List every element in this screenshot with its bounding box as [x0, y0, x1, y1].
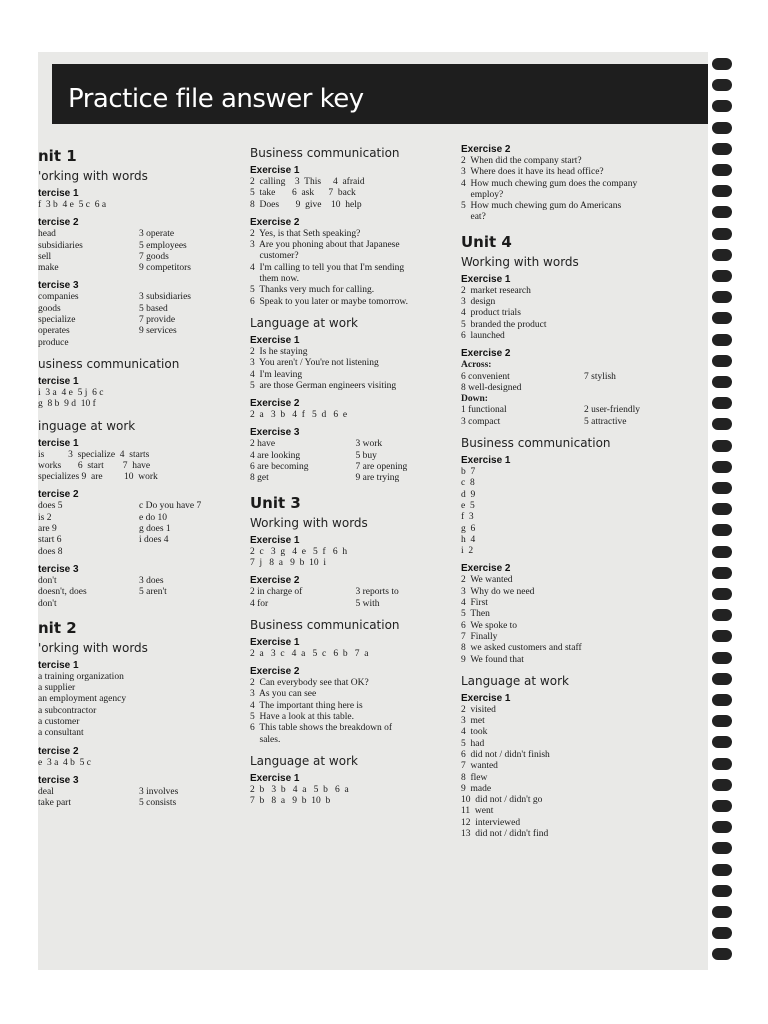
spiral-coil: [712, 630, 732, 642]
section-heading: Business communication: [250, 617, 400, 632]
answer-item: 9 services: [139, 326, 177, 337]
section-heading: Working with words: [461, 254, 579, 269]
answer-line: 5 Thanks very much for calling.: [250, 285, 375, 296]
answer-line: g 8 b 9 d 10 f: [38, 399, 96, 410]
answer-item: 5 aren't: [139, 587, 167, 598]
answer-line: d 9: [461, 489, 476, 500]
exercise-block: [38, 280, 234, 348]
spiral-coil: [712, 567, 732, 579]
section-heading: Business communication: [250, 146, 400, 160]
answer-item: 5 employees: [139, 240, 187, 251]
exercise-label: tercise 2: [38, 217, 79, 229]
spiral-coil: [712, 312, 732, 324]
section-block: [250, 146, 455, 308]
answer-line: specializes 9 are 10 work: [38, 472, 158, 483]
exercise-label: Exercise 2: [250, 216, 300, 228]
answer-item: 5 consists: [139, 798, 177, 809]
answer-grid: [250, 587, 455, 610]
exercise-block: [38, 438, 234, 484]
answer-line: 10 did not / didn't go: [461, 795, 543, 806]
answer-line: 6 launched: [461, 330, 505, 341]
answer-line: customer?: [250, 251, 299, 262]
column-right: [461, 144, 701, 850]
answer-line: 5 Have a look at this table.: [250, 712, 354, 723]
answer-line: a customer: [38, 717, 80, 728]
exercise-label: Exercise 1: [250, 334, 300, 346]
answer-line: 3 Where does it have its head office?: [461, 167, 604, 178]
section-block: [38, 169, 234, 349]
answer-grid: [461, 372, 701, 395]
unit-block: [461, 234, 701, 841]
spiral-coil: [712, 927, 732, 939]
answer-line: 5 How much chewing gum do Americans: [461, 201, 622, 212]
section-heading: usiness communication: [38, 356, 180, 371]
spiral-coil: [712, 206, 732, 218]
answer-line: 5 had: [461, 738, 485, 749]
answer-item: 6 convenient: [461, 371, 510, 382]
answer-line: 2 visited: [461, 704, 496, 715]
answer-line: a supplier: [38, 683, 76, 694]
spiral-coil: [712, 503, 732, 515]
answer-item: companies: [38, 292, 79, 303]
answer-item: deal: [38, 786, 54, 797]
answer-item: c Do you have 7: [139, 501, 202, 512]
unit-block: [250, 495, 455, 808]
answer-item: 6 are becoming: [250, 462, 309, 473]
unit-block: [461, 144, 701, 224]
answer-line: 6 This table shows the breakdown of: [250, 723, 393, 734]
exercise-label: Exercise 2: [250, 666, 300, 678]
answer-line: 12 interviewed: [461, 817, 521, 828]
answer-line: b 7: [461, 467, 476, 478]
section-heading: Language at work: [250, 753, 358, 768]
answer-item: 7 are opening: [355, 462, 408, 473]
exercise-label: Exercise 1: [250, 165, 300, 176]
answer-item: make: [38, 263, 59, 274]
answer-item: subsidiaries: [38, 240, 83, 251]
answer-item: 9 are trying: [355, 473, 400, 484]
exercise-label: tercise 1: [38, 188, 79, 199]
exercise-block: [38, 775, 234, 810]
answer-line: a consultant: [38, 728, 84, 739]
spiral-coil: [712, 355, 732, 367]
answer-line: 8 Does 9 give 10 help: [250, 199, 362, 210]
answer-grid: [461, 405, 701, 428]
spiral-coil: [712, 885, 732, 897]
answer-item: goods: [38, 303, 61, 314]
exercise-label: tercise 1: [38, 375, 79, 387]
exercise-block: [461, 274, 701, 342]
spiral-coil: [712, 270, 732, 282]
answer-item: produce: [38, 337, 69, 348]
exercise-label: Exercise 1: [461, 692, 511, 704]
answer-key-page: [38, 52, 708, 970]
section-block: [38, 357, 234, 411]
answer-line: is 3 specialize 4 starts: [38, 449, 150, 460]
answer-line: 4 The important thing here is: [250, 700, 363, 711]
answer-line: 7 b 8 a 9 b 10 b: [250, 796, 331, 807]
section-block: [38, 419, 234, 610]
exercise-label: Exercise 1: [461, 273, 511, 285]
section-block: [461, 436, 701, 666]
answer-item: 7 provide: [139, 315, 176, 326]
exercise-label: Exercise 1: [250, 772, 300, 784]
section-block: [461, 144, 701, 224]
answer-item: 7 goods: [139, 251, 169, 262]
answer-item: g does 1: [139, 524, 171, 535]
unit-heading: Unit 4: [461, 232, 512, 251]
answer-line: 6 We spoke to: [461, 620, 518, 631]
exercise-block: [461, 563, 701, 665]
answer-line: g 6: [461, 523, 476, 534]
spiral-coil: [712, 397, 732, 409]
answer-grid: [38, 292, 234, 348]
answer-item: e do 10: [139, 512, 167, 523]
answer-item: specialize: [38, 315, 76, 326]
answer-line: 2 Yes, is that Seth speaking?: [250, 228, 361, 239]
answer-line: i 3 a 4 e 5 j 6 c: [38, 387, 104, 398]
spiral-coil: [712, 906, 732, 918]
spiral-coil: [712, 736, 732, 748]
answer-item: operates: [38, 326, 70, 337]
spiral-coil: [712, 715, 732, 727]
spiral-coil: [712, 652, 732, 664]
answer-line: 8 we asked customers and staff: [461, 643, 582, 654]
answer-line: 6 did not / didn't finish: [461, 749, 550, 760]
answer-item: 3 does: [139, 575, 164, 586]
answer-sublabel: Down:: [461, 394, 488, 405]
section-heading: Business communication: [461, 436, 611, 451]
answer-item: 1 functional: [461, 405, 507, 416]
spiral-coil: [712, 779, 732, 791]
answer-line: 2 b 3 b 4 a 5 b 6 a: [250, 784, 349, 795]
answer-line: e 3 a 4 b 5 c: [38, 757, 92, 768]
section-heading: inguage at work: [38, 418, 136, 433]
section-block: [461, 674, 701, 841]
exercise-label: Exercise 1: [250, 534, 300, 546]
answer-item: 3 operate: [139, 229, 175, 240]
section-heading: Working with words: [250, 515, 368, 530]
answer-line: 11 went: [461, 806, 494, 817]
spiral-coil: [712, 821, 732, 833]
answer-item: doesn't, does: [38, 587, 87, 598]
unit-heading: nit 1: [38, 147, 77, 165]
answer-line: 3 met: [461, 716, 485, 727]
spiral-coil: [712, 948, 732, 960]
answer-line: an employment agency: [38, 694, 127, 705]
exercise-block: [38, 660, 234, 740]
answer-item: 8 well-designed: [461, 382, 522, 393]
column-left: [38, 148, 234, 820]
answer-line: 2 a 3 b 4 f 5 d 6 e: [250, 410, 348, 421]
page-title: Practice file answer key: [54, 78, 372, 118]
answer-line: 4 took: [461, 727, 488, 738]
answer-item: take part: [38, 798, 71, 809]
spiral-coil: [712, 100, 732, 112]
section-block: [250, 754, 455, 808]
spiral-coil: [712, 143, 732, 155]
answer-item: 4 are looking: [250, 450, 301, 461]
exercise-label: tercise 3: [38, 774, 79, 786]
answer-line: 6 Speak to you later or maybe tomorrow.: [250, 296, 408, 307]
spiral-coil: [712, 79, 732, 91]
answer-item: 3 reports to: [355, 587, 399, 598]
answer-line: 8 flew: [461, 772, 488, 783]
answer-item: [139, 547, 234, 558]
exercise-block: [250, 666, 455, 746]
spiral-coil: [712, 58, 732, 70]
answer-item: [139, 338, 234, 349]
exercise-label: Exercise 2: [461, 144, 511, 155]
answer-line: 7 j 8 a 9 b 10 i: [250, 557, 326, 568]
answer-item: 3 subsidiaries: [139, 292, 191, 303]
answer-line: works 6 start 7 have: [38, 460, 151, 471]
spiral-binding: [712, 52, 734, 972]
spiral-coil: [712, 694, 732, 706]
answer-grid: [38, 229, 234, 274]
answer-line: 2 market research: [461, 285, 531, 296]
exercise-label: Exercise 2: [461, 563, 511, 575]
section-heading: 'orking with words: [38, 169, 148, 183]
spiral-coil: [712, 482, 732, 494]
exercise-block: [250, 335, 455, 392]
exercise-block: [38, 746, 234, 769]
answer-grid: [38, 787, 234, 810]
answer-line: 7 wanted: [461, 761, 498, 772]
exercise-block: [461, 693, 701, 841]
exercise-block: [38, 188, 234, 211]
answer-line: 3 design: [461, 297, 496, 308]
answer-item: 2 have: [250, 439, 276, 450]
unit-heading: nit 2: [38, 618, 77, 637]
answer-line: employ?: [461, 189, 504, 200]
section-block: [38, 641, 234, 810]
exercise-label: Exercise 1: [250, 636, 300, 648]
unit-block: [38, 620, 234, 810]
exercise-label: tercise 3: [38, 563, 79, 575]
spiral-coil: [712, 164, 732, 176]
answer-line: 3 As you can see: [250, 689, 317, 700]
spiral-coil: [712, 609, 732, 621]
answer-line: 5 take 6 ask 7 back: [250, 188, 356, 199]
exercise-label: Exercise 1: [461, 455, 511, 467]
answer-item: 9 competitors: [139, 263, 191, 274]
exercise-block: [250, 773, 455, 808]
spiral-coil: [712, 418, 732, 430]
answer-line: them now.: [250, 274, 299, 285]
answer-line: 4 How much chewing gum does the company: [461, 178, 638, 189]
answer-line: c 8: [461, 478, 475, 489]
section-block: [250, 516, 455, 610]
answer-grid: [38, 576, 234, 610]
answer-item: 8 get: [250, 473, 269, 484]
answer-sublabel: Across:: [461, 360, 492, 371]
answer-line: e 5: [461, 500, 475, 511]
answer-line: 3 You aren't / You're not listening: [250, 358, 379, 369]
answer-item: 3 work: [355, 439, 383, 450]
answer-item: don't: [38, 575, 57, 586]
answer-line: h 4: [461, 534, 476, 545]
exercise-block: [250, 535, 455, 570]
exercise-block: [38, 564, 234, 610]
answer-item: 5 with: [355, 598, 380, 609]
answer-line: 9 We found that: [461, 654, 524, 665]
answer-item: i does 4: [139, 535, 169, 546]
exercise-block: [461, 144, 701, 224]
unit-block: [250, 146, 455, 485]
answer-line: a subcontractor: [38, 705, 97, 716]
exercise-label: tercise 3: [38, 280, 79, 292]
section-block: [250, 316, 455, 485]
exercise-block: [461, 455, 701, 557]
spiral-coil: [712, 291, 732, 303]
spiral-coil: [712, 122, 732, 134]
answer-line: 2 Is he staying: [250, 346, 308, 357]
answer-item: 3 involves: [139, 786, 179, 797]
section-block: [461, 255, 701, 428]
answer-item: don't: [38, 598, 57, 609]
section-heading: Language at work: [250, 315, 358, 330]
answer-item: does 8: [38, 546, 63, 557]
section-heading: 'orking with words: [38, 640, 148, 655]
exercise-block: [250, 575, 455, 610]
answer-item: is 2: [38, 512, 52, 523]
answer-line: 2 calling 3 This 4 afraid: [250, 177, 365, 187]
answer-item: 7 stylish: [584, 371, 616, 382]
exercise-label: Exercise 3: [250, 427, 300, 439]
spiral-coil: [712, 758, 732, 770]
answer-line: 2 We wanted: [461, 575, 513, 586]
answer-line: 3 Are you phoning about that Japanese: [250, 240, 400, 251]
spiral-coil: [712, 864, 732, 876]
answer-line: 4 I'm calling to tell you that I'm sending: [250, 262, 405, 273]
answer-item: 4 for: [250, 598, 269, 609]
answer-line: 2 When did the company start?: [461, 156, 582, 166]
unit-block: [38, 148, 234, 610]
answer-item: sell: [38, 251, 52, 262]
answer-line: 5 are those German engineers visiting: [250, 380, 397, 391]
exercise-block: [250, 217, 455, 308]
spiral-coil: [712, 461, 732, 473]
answer-line: 3 Why do we need: [461, 586, 535, 597]
answer-item: [584, 383, 701, 394]
exercise-label: tercise 1: [38, 437, 79, 449]
answer-line: 2 a 3 c 4 a 5 c 6 b 7 a: [250, 648, 369, 659]
spiral-coil: [712, 800, 732, 812]
answer-line: 5 Then: [461, 609, 490, 620]
exercise-block: [38, 217, 234, 274]
exercise-block: [38, 376, 234, 411]
exercise-block: [38, 489, 234, 557]
title-banner: [52, 64, 708, 124]
exercise-label: tercise 2: [38, 489, 79, 501]
spiral-coil: [712, 842, 732, 854]
spiral-coil: [712, 185, 732, 197]
exercise-block: [250, 637, 455, 660]
answer-item: 2 user-friendly: [584, 405, 640, 416]
answer-item: 5 based: [139, 303, 168, 314]
exercise-block: [250, 165, 455, 211]
answer-line: f 3: [461, 512, 474, 523]
spiral-coil: [712, 376, 732, 388]
answer-line: 5 branded the product: [461, 319, 547, 330]
answer-line: 13 did not / didn't find: [461, 829, 549, 840]
answer-line: 4 I'm leaving: [250, 369, 303, 380]
unit-heading: Unit 3: [250, 493, 301, 512]
spiral-coil: [712, 546, 732, 558]
spiral-coil: [712, 524, 732, 536]
answer-line: 2 Can everybody see that OK?: [250, 678, 369, 689]
answer-grid: [38, 501, 234, 557]
exercise-label: Exercise 2: [250, 575, 300, 587]
exercise-block: [250, 398, 455, 421]
answer-line: sales.: [250, 734, 281, 745]
exercise-block: [461, 348, 701, 428]
spiral-coil: [712, 334, 732, 346]
answer-line: 2 c 3 g 4 e 5 f 6 h: [250, 546, 348, 557]
answer-item: [139, 599, 234, 610]
exercise-label: tercise 2: [38, 745, 79, 757]
column-middle: [250, 146, 455, 818]
answer-line: a training organization: [38, 671, 124, 682]
answer-item: 5 attractive: [584, 416, 627, 427]
answer-item: 2 in charge of: [250, 587, 303, 598]
answer-line: i 2: [461, 546, 474, 557]
answer-line: 7 Finally: [461, 631, 498, 642]
answer-item: are 9: [38, 524, 57, 535]
answer-item: start 6: [38, 535, 62, 546]
exercise-label: Exercise 2: [250, 398, 300, 410]
spiral-coil: [712, 249, 732, 261]
answer-line: f 3 b 4 e 5 c 6 a: [38, 200, 107, 210]
answer-line: 4 product trials: [461, 308, 521, 319]
exercise-label: tercise 1: [38, 659, 79, 671]
answer-item: head: [38, 229, 56, 240]
section-block: [250, 618, 455, 746]
spiral-coil: [712, 673, 732, 685]
exercise-block: [250, 427, 455, 484]
answer-item: 5 buy: [355, 450, 377, 461]
spiral-coil: [712, 228, 732, 240]
section-heading: Language at work: [461, 673, 569, 688]
answer-grid: [250, 439, 455, 484]
spiral-coil: [712, 588, 732, 600]
exercise-label: Exercise 2: [461, 348, 511, 360]
answer-line: 9 made: [461, 783, 492, 794]
answer-line: eat?: [461, 212, 486, 223]
answer-line: 4 First: [461, 598, 488, 609]
answer-item: does 5: [38, 501, 63, 512]
spiral-coil: [712, 440, 732, 452]
answer-item: 3 compact: [461, 416, 501, 427]
